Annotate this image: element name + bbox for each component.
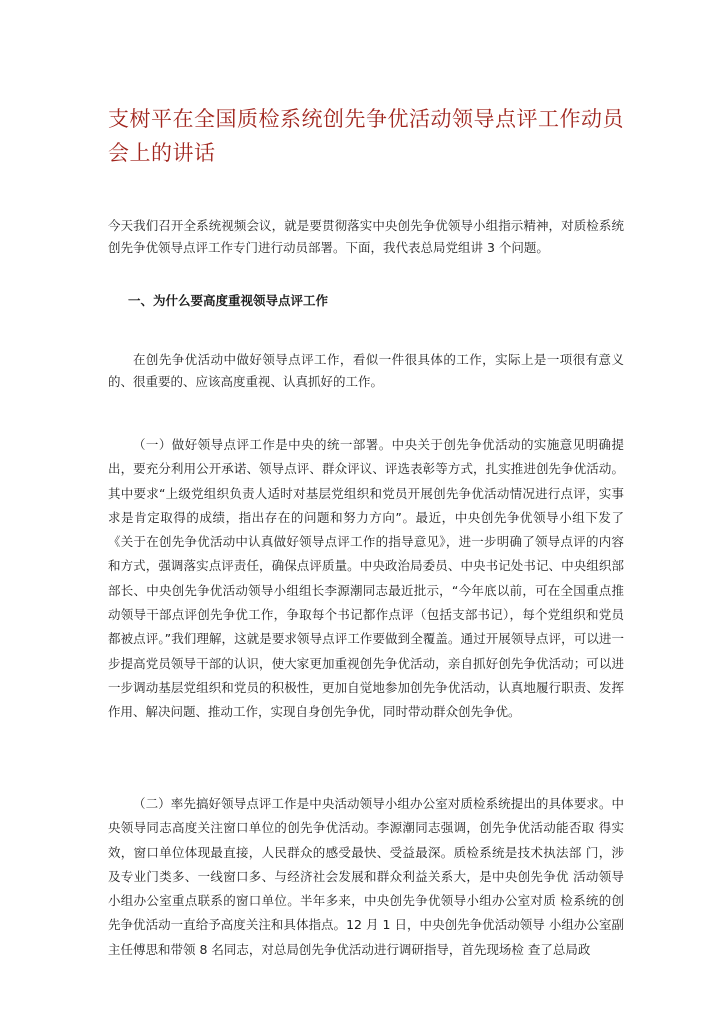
body-paragraph-2: （一）做好领导点评工作是中央的统一部署。中央关于创先争优活动的实施意见明确提出，要充分利用公开承诺、领导点评、群众评议、评选表彰等方式，扎实推进创先争优活动。其中要求“上级党组织负责人适时对基层党组织和党员开展创先争优活动情况进行点评，实事求是肯定取得的成绩，指出存在的问题和努力方向”。最近，中央创先争优领导小组下发了《关于在创先争优活动中认真做好领导点评工作的指导意见》，进一步明确了领导点评的内容和方式，强调落实点评责任，确保点评质量。中央政治局委员、中央书记处书记、中央组织部部长、中央创先争优活动领导小组组长李源潮同志最近批示，“今年底以前，可在全国重点推动领导干部点评创先争优工作，争取每个书记都作点评（包括支部书记），每个党组织和党员都被点评。”我们理解，这就是要求领导点评工作要做到全覆盖。通过开展领导点评，可以进一步提高党员领导干部的认识，使大家更加重视创先争优活动，亲自抓好创先争优活动；可以进一步调动基层党组织和党员的积极性，更加自觉地参加创先争优活动，认真地履行职责、发挥作用、解决问题、推动工作，实现自身创先争优，同时带动群众创先争优。	[108, 437, 624, 720]
body-paragraph-3: （二）率先搞好领导点评工作是中央活动领导小组办公室对质检系统提出的具体要求。中央领导同志高度关注窗口单位的创先争优活动。李源潮同志强调，创先争优活动能否取 得实效，窗口单位体现最直接，人民群众的感受最快、受益最深。质检系统是技术执法部 门，涉及专业门类多、一线窗口多、与经济社会发展和群众利益关系大，是中央创先争优 活动领导小组办公室重点联系的窗口单位。半年多来，中央创先争优领导小组办公室对质 检系统的创先争优活动一直给予高度关注和具体指点。12 月 1 日，中央创先争优活动领导 小组办公室副主任傅思和带领 8 名同志，对总局创先争优活动进行调研指导，首先现场检 查了总局政	[108, 796, 624, 957]
body-paragraph-1: 在创先争优活动中做好领导点评工作，看似一件很具体的工作，实际上是一项很有意义的、很重要的、应该高度重视、认真抓好的工作。	[108, 352, 624, 389]
section-heading: 一、为什么要高度重视领导点评工作	[128, 293, 329, 308]
intro-paragraph: 今天我们召开全系统视频会议，就是要贯彻落实中央创先争优领导小组指示精神，对质检系统创先争优领导点评工作专门进行动员部署。下面，我代表总局党组讲 3 个问题。	[108, 218, 624, 255]
document-title: 支树平在全国质检系统创先争优活动领导点评工作动员会上的讲话	[108, 107, 624, 165]
